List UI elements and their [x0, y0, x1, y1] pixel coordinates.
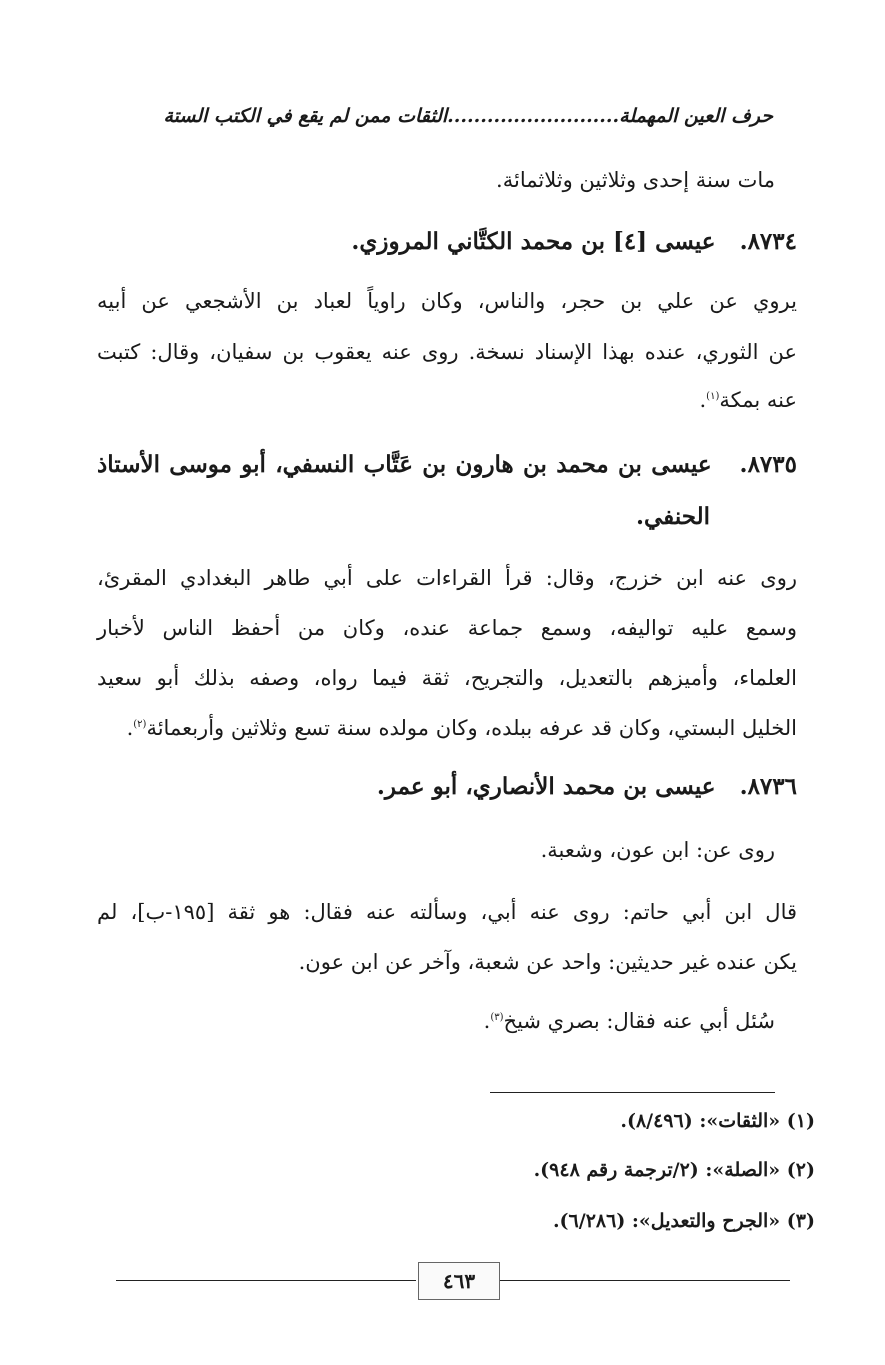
entry-text: الخليل البستي، وكان قد عرفه ببلده، وكان مولده سنة تسع وثلاثين وأربعمائة — [146, 716, 797, 740]
entry-number: ٨٧٣٦. — [739, 773, 797, 800]
entry-text: سُئل أبي عنه فقال: بصري شيخ — [503, 1009, 775, 1033]
running-header — [164, 105, 774, 128]
entry-8734-line-2: عن الثوري، عنده بهذا الإسناد نسخة. روى عنه يعقوب بن سفيان، وقال: كتبت — [97, 340, 797, 364]
entry-8735-line-4: الخليل البستي، وكان قد عرفه ببلده، وكان مولده سنة تسع وثلاثين وأربعمائة$^{(٢)}$. — [126, 716, 797, 740]
header-book: الثقات ممن لم يقع في الكتب الستة — [163, 105, 448, 127]
footnote-3: (٣) «الجرح والتعديل»: (٦/٢٨٦). — [552, 1210, 815, 1232]
entry-text: عنه بمكة — [719, 388, 797, 412]
entry-heading-8735 — [97, 451, 797, 479]
entry-8735-line-2: وسمع عليه تواليفه، وسمع جماعة عنده، وكان من أحفظ الناس لأخبار — [97, 616, 797, 640]
bottom-rule-right — [500, 1280, 790, 1281]
entry-heading-8734 — [351, 228, 797, 256]
footnote-mark: (٢) — [133, 719, 147, 730]
entry-8736-line-1: روى عن: ابن عون، وشعبة. — [540, 838, 775, 862]
entry-title: عيسى بن محمد بن هارون بن عَتَّاب النسفي، أبو موسى الأستاذ — [97, 451, 712, 478]
entry-8735-line-1: روى عنه ابن خزرج، وقال: قرأ القراءات على أبي طاهر البغدادي المقرئ، — [97, 566, 797, 590]
header-dots: .......................... — [447, 105, 620, 127]
entry-heading-8736 — [377, 773, 797, 801]
entry-number: ٨٧٣٤. — [739, 228, 797, 255]
entry-heading-8735-cont: الحنفي. — [636, 503, 710, 530]
page-number: ٤٦٣ — [418, 1262, 500, 1300]
entry-8736-line-4: سُئل أبي عنه فقال: بصري شيخ$^{(٣)}$. — [483, 1009, 775, 1033]
entry-number: ٨٧٣٥. — [739, 451, 797, 478]
intro-line: مات سنة إحدى وثلاثين وثلاثمائة. — [496, 168, 775, 192]
entry-8735-line-3: العلماء، وأميزهم بالتعديل، والتجريح، ثقة فيما رواه، وصفه بذلك أبو سعيد — [97, 666, 797, 690]
footnote-mark: (١) — [706, 391, 720, 402]
entry-8734-line-3: عنه بمكة$^{(١)}$. — [699, 388, 797, 412]
footnote-separator — [490, 1092, 775, 1093]
entry-title: عيسى [٤] بن محمد الكتَّاني المروزي. — [351, 228, 716, 255]
entry-8736-line-3: يكن عنده غير حديثين: واحد عن شعبة، وآخر عن ابن عون. — [298, 950, 797, 974]
bottom-rule-left — [116, 1280, 416, 1281]
entry-8734-line-1: يروي عن علي بن حجر، والناس، وكان راوياً لعباد بن الأشجعي عن أبيه — [97, 289, 797, 313]
header-section: حرف العين المهملة — [619, 105, 773, 127]
footnote-2: (٢) «الصلة»: (٢/ترجمة رقم ٩٤٨). — [533, 1159, 815, 1181]
footnote-mark: (٣) — [490, 1012, 504, 1023]
entry-8736-line-2: قال ابن أبي حاتم: روى عنه أبي، وسألته عنه فقال: هو ثقة [١٩٥-ب]، لم — [97, 900, 798, 924]
footnote-1: (١) «الثقات»: (٨/٤٩٦). — [620, 1110, 815, 1132]
entry-title: عيسى بن محمد الأنصاري، أبو عمر. — [376, 773, 716, 800]
